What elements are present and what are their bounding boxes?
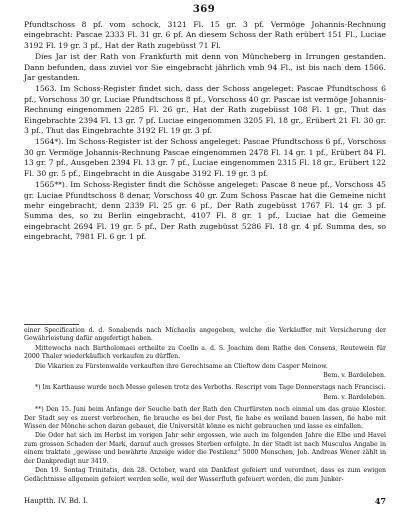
paragraph-1563: 1563. Im Schoss-Register findet sich, dass der Schoss angeleget: Pascae Pfundtschoss 6 pf., Vorschoss 30 gr. Luciae Pfundtschoss 8 pf., Vorschoss 40 gr. Pascae ist vermöge Johannis-Rechnung eingenommen 2285 Fl. 26 gr., Hat der Rath zugebüsst 108 Fl. 1 gr., Thut das Eingebrachte 2394 Fl. 13 gr. 7 pf. Luciae eingenommen 3205 Fl. 18 gr., Erübert 21 Fl. 30 gr. 3 pf., Thut das Eingebrachte 3192 Fl. 19 gr. 3 pf. xyxy=(24,84,386,136)
paragraph-2: Dies Jar ist der Rath von Frankfurth mit denn von Müncheberg in Irrungen gestanden. Dann befunden, dass zuviel vor Sie eingebracht jährlich vmb 94 Fl., ist bis nach dem 1566. Jar gestanden. xyxy=(24,52,386,83)
paragraph-1564: 1564*). Im Schoss-Register ist der Schoss angeleget: Pascae Pfundtschoss 6 pf., Vorschoss 30 gr. Vermöge Johannis-Rechnung Pascae eingenommen 2478 Fl. 14 gr. 1 pf., Erübert 84 Fl. 13 gr. 7 pf., Ausgeben 2394 Fl. 13 gr. 7 pf., Luciae eingenommen 2315 Fl. 18 gr., Erübert 122 Fl. 30 gr. 5 pf., Eingebracht in die Ausgabe 3192 Fl. 19 gr. 3 pf. xyxy=(24,137,386,178)
page-number: 369 xyxy=(192,4,216,15)
footer-signature-number: 47 xyxy=(374,496,386,506)
signature-bardeleben-1: Bem. v. Bardeleben. xyxy=(323,372,386,380)
paragraph-1565: 1565**). Im Schoss-Register findt die Schösse angeleget: Pascae 8 neue pf., Vorschoss 45 gr. Luciae Pfundtschoss 8 denar, Vorschoss 40 gr. Zum Schoss Pascae hat die Gemeine nicht mehr eingebracht, denn 2339 Fl. 25 gr. 6 pf., Der Rath zugebüsst 1767 Fl. 14 gr. 3 pf. Summa des, so zu Berlin eingebracht, 4107 Fl. 8 gr. 1 pf., Luciae hat die Gemeine eingebracht 2694 Fl. 19 gr. 5 pf., Der Rath zugebüsst 5286 Fl. 18 gr. 4 pf. Summa des, so eingebracht, 7981 Fl. 6 gr. 1 pf. xyxy=(24,180,386,242)
paragraph-1: Pfundtschoss 8 pf. vom schock, 3121 Fl. 15 gr. 3 pf. Vermöge Johannis-Rechnung eingebracht: Pascae 2333 Fl. 31 gr. 6 pf. An diesem Schoss der Rath erübert 151 Fl., Luciae 3192 Fl. 19 gr. 3 pf., Hat der Rath zugebüsst 71 Fl. xyxy=(24,20,386,50)
footnote-divider xyxy=(24,324,79,325)
main-text xyxy=(24,20,386,244)
footnote-vikarien: Die Vikarien zu Fürstenwalde verkauften ihre Gerechtsame an Clieftow dem Casper Meinow. xyxy=(35,362,328,370)
footnote-continuation: einer Specification d. d. Sonabends nach Michaelis angegeben, welche die Verkäuffer mit Versicherung der Gewährleistung dafür angefertigt haben. xyxy=(24,327,386,343)
footnote-karthause: *) Im Karthause wurde noch Messe gelesen trotz des Verboths. Rescript vom Tage Donnerstags nach Francisci. xyxy=(35,384,386,392)
signature-bardeleben-2: Bem. v. Bardeleben. xyxy=(323,393,386,401)
footnote-seuche: **) Den 15. Juni beim Anfange der Seuche bath der Rath den Churfürsten noch einmal um das graue Kloster. Der Stadt sey es zuerst verbrochen, fie brauche es bei der Pest, fie habe es weiland bauen lassen, fie habe mit Wissen der Mönche schon daran gebauet, die Universität könne es nicht gebrauchen und lasse es einfallen. xyxy=(24,406,386,431)
footer-volume: Hauptth. IV. Bd. I. xyxy=(24,497,88,505)
footnote-consens: Mittewochs nach Bartholomaei ertheilte zu Coelln a. d. S. Joachim dem Rathe den Consens, Reutewein für 2000 Thaler wiederkäuflich verkaufen zu dürffen. xyxy=(24,344,386,361)
footnote-dankfest: Den 19. Sontag Trinitatis, den 28. October, ward ein Dankfest gefeiert und verordnet, dass es zum ewigen Gedächtnisse allgemein gefeiert werden solle, weil der Wasserfluth gefeuert worden, die zum Junker- xyxy=(24,467,386,483)
footnote-oder: Die Oder hat sich im Herbst im vorigen Jahr sehr ergossen, wie auch im folgenden Jahre die Elbe und Havel zum grossen Schaden der Mark, darauf auch grosses Sterben erfolgte. In der Stadt ist nach Musculus Angabe in einem traktate „gewisse und bewährte Anzeige wider die Pestilenz“ 5000 Menschen, Joh. Andreas Wener zählt in der Dankpredigt nur 3419. xyxy=(24,432,386,465)
footnotes xyxy=(24,327,386,485)
